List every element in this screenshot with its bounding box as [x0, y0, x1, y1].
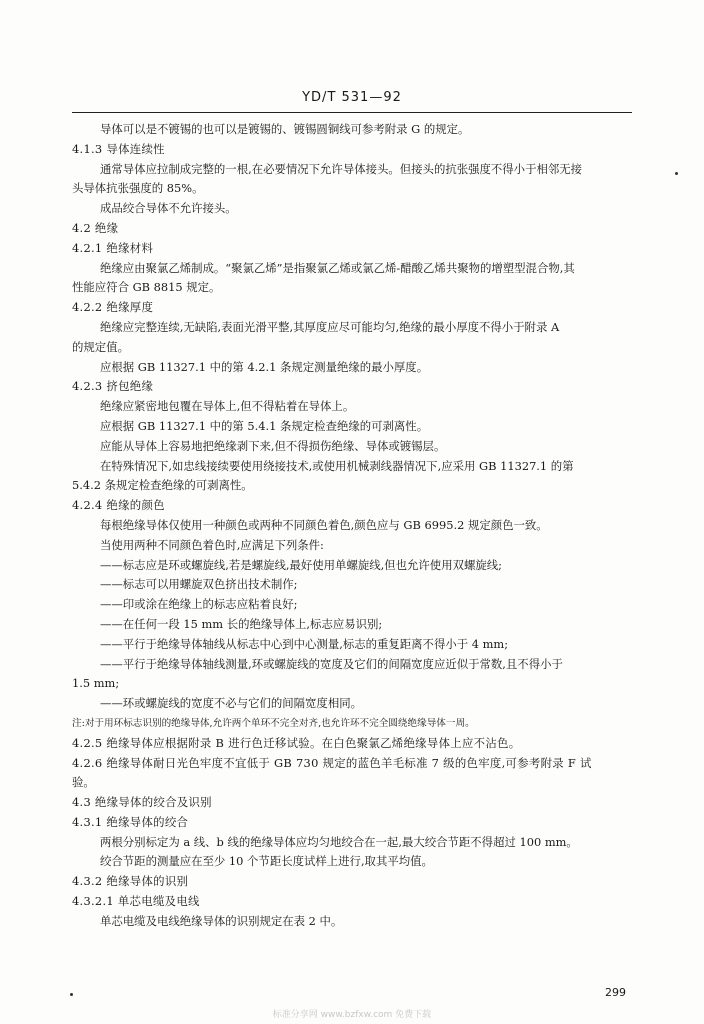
body-paragraph: 应根据 GB 11327.1 中的第 4.2.1 条规定测量绝缘的最小厚度。	[100, 359, 429, 374]
body-paragraph: 应能从导体上容易地把绝缘剥下来,但不得损伤绝缘、导体或镀锡层。	[100, 438, 446, 453]
body-paragraph: 成品绞合导体不允许接头。	[100, 201, 237, 216]
body-paragraph: 在特殊情况下,如忠线接续要使用绕接技术,或使用机械剥线器情况下,应采用 GB 11327.1 的第	[100, 458, 574, 473]
body-paragraph: 单芯电缆及电线绝缘导体的识别规定在表 2 中。	[100, 913, 343, 928]
section-heading: 4.2.2 绝缘厚度	[72, 300, 154, 315]
section-heading: 4.2 绝缘	[72, 220, 119, 235]
body-paragraph: 通常导体应拉制成完整的一根,在必要情况下允许导体接头。但接头的抗张强度不得小于相邻无接	[100, 161, 583, 176]
list-item: ——在任何一段 15 mm 长的绝缘导体上,标志应易识别;	[100, 616, 383, 631]
section-heading: 4.3.1 绝缘导体的绞合	[72, 814, 189, 829]
body-paragraph-cont: 验。	[72, 775, 95, 790]
body-paragraph-cont: 头导体抗张强度的 85%。	[72, 181, 204, 196]
body-paragraph-cont: 性能应符合 GB 8815 规定。	[72, 280, 221, 295]
body-paragraph: 绝缘应完整连续,无缺陷,表面光滑平整,其厚度应尽可能均匀,绝缘的最小厚度不得小于附录 A	[100, 319, 560, 334]
body-paragraph: 绝缘应由聚氯乙烯制成。“聚氯乙烯”是指聚氯乙烯或氯乙烯-醋酸乙烯共聚物的增塑型混合物,其	[100, 260, 575, 275]
list-item: ——标志应是环或螺旋线,若是螺旋线,最好使用单螺旋线,但也允许使用双螺旋线;	[100, 557, 502, 572]
page-number: 299	[605, 986, 626, 999]
section-heading: 4.2.1 绝缘材料	[72, 240, 154, 255]
section-heading: 4.3 绝缘导体的绞合及识别	[72, 795, 212, 810]
body-paragraph: 导体可以是不镀锡的也可以是镀锡的、镀锡圆铜线可参考附录 G 的规定。	[100, 122, 470, 136]
scan-speck	[70, 993, 73, 996]
body-paragraph: 绝缘应紧密地包覆在导体上,但不得粘着在导体上。	[100, 399, 355, 414]
section-heading: 4.3.2 绝缘导体的识别	[72, 874, 189, 889]
body-paragraph-cont: 5.4.2 条规定检查绝缘的可剥离性。	[72, 478, 253, 493]
section-paragraph: 4.2.5 绝缘导体应根据附录 B 进行色迁移试验。在白色聚氯乙烯绝缘导体上应不沾色。	[72, 735, 521, 750]
footer-watermark: 标准分享网 www.bzfxw.com 免费下载	[272, 1010, 432, 1020]
document-body	[72, 120, 644, 932]
list-item: ——标志可以用螺旋双色挤出技术制作;	[100, 577, 298, 592]
document-header: YD/T 531—92	[302, 90, 402, 105]
body-paragraph: 两根分别标定为 a 线、b 线的绝缘导体应均匀地绞合在一起,最大绞合节距不得超过 100 mm。	[100, 834, 578, 849]
scan-speck	[675, 172, 678, 175]
section-heading: 4.1.3 导体连续性	[72, 141, 165, 156]
body-paragraph: 应根据 GB 11327.1 中的第 5.4.1 条规定检查绝缘的可剥离性。	[100, 418, 429, 433]
section-heading: 4.2.4 绝缘的颜色	[72, 498, 165, 513]
body-paragraph-cont: 的规定值。	[72, 339, 129, 354]
list-item: ——环或螺旋线的宽度不必与它们的间隔宽度相同。	[100, 696, 362, 711]
list-item: ——印或涂在绝缘上的标志应粘着良好;	[100, 597, 298, 612]
body-paragraph: 绞合节距的测量应在至少 10 个节距长度试样上进行,取其平均值。	[100, 854, 433, 869]
header-rule	[72, 112, 632, 113]
note: 注:对于用环标志识别的绝缘导体,允许两个单环不完全对齐,也允许环不完全圆绕绝缘导体一周。	[72, 717, 475, 729]
list-item-cont: 1.5 mm;	[72, 676, 120, 691]
section-heading: 4.3.2.1 单芯电缆及电线	[72, 894, 200, 909]
section-paragraph: 4.2.6 绝缘导体耐日光色牢度不宜低于 GB 730 规定的蓝色羊毛标准 7 级的色牢度,可参考附录 F 试	[72, 755, 592, 770]
list-item: ——平行于绝缘导体轴线从标志中心到中心测量,标志的重复距离不得小于 4 mm;	[100, 636, 509, 651]
body-paragraph: 每根绝缘导体仅使用一种颜色或两种不同颜色着色,颜色应与 GB 6995.2 规定颜色一致。	[100, 517, 548, 532]
section-heading: 4.2.3 挤包绝缘	[72, 379, 154, 394]
body-paragraph: 当使用两种不同颜色着色时,应满足下列条件:	[100, 537, 324, 552]
list-item: ——平行于绝缘导体轴线测量,环或螺旋线的宽度及它们的间隔宽度应近似于常数,且不得小于	[100, 656, 563, 671]
